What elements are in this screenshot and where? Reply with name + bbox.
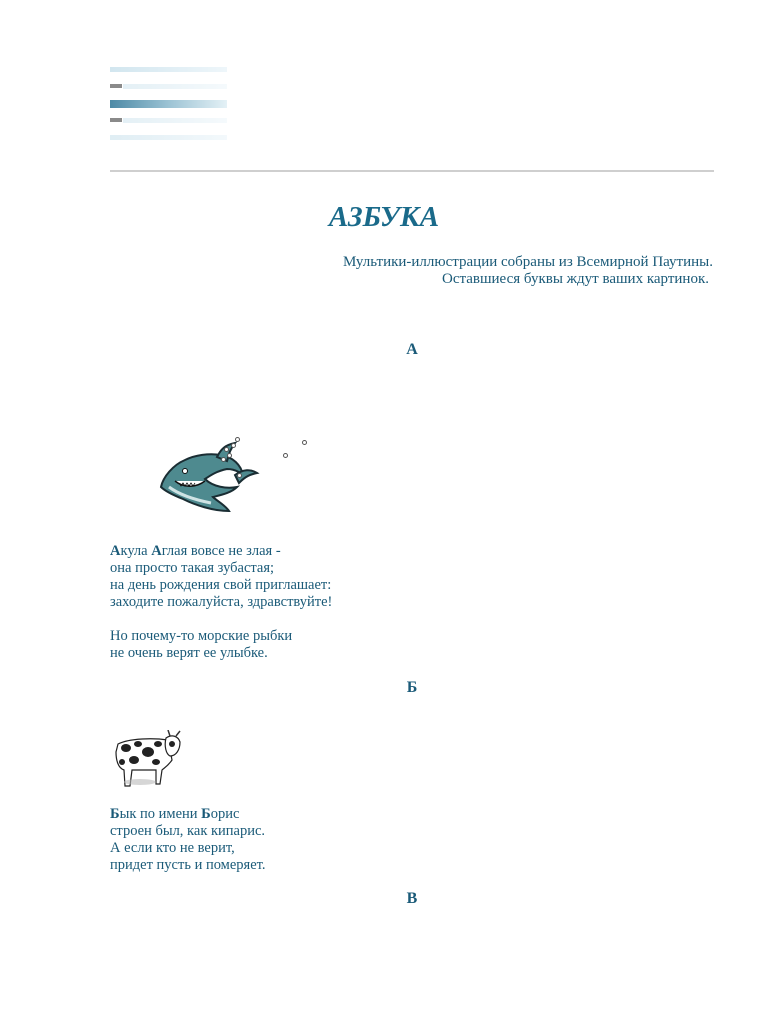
poem-line: на день рождения свой приглашает: <box>110 577 332 593</box>
poem-line: заходите пожалуйста, здравствуйте! <box>110 594 333 610</box>
poem-b <box>110 806 266 874</box>
poem-line: строен был, как кипарис. <box>110 823 266 839</box>
poem-line: она просто такая зубастая; <box>110 560 275 576</box>
poem-line: придет пусть и померяет. <box>110 857 266 873</box>
page-title: АЗБУКА <box>328 201 440 233</box>
horizontal-divider <box>110 170 714 172</box>
section-letter-a: А <box>406 341 418 358</box>
poem-line: А если кто не верит, <box>110 840 235 856</box>
subtitle-line-1: Мультики-иллюстрации собраны из Всемирной Паутины. <box>342 254 713 270</box>
bull-icon <box>110 730 185 790</box>
section-letter-b: Б <box>406 679 418 696</box>
poem-a <box>110 543 332 662</box>
poem-line: Бык по имени Борис <box>110 806 240 822</box>
poem-line: не очень верят ее улыбке. <box>110 645 268 661</box>
shark-icon <box>155 435 315 515</box>
section-letter-v: В <box>406 890 418 907</box>
subtitle-line-2: Оставшиеся буквы ждут ваших картинок. <box>442 271 709 287</box>
poem-line: Акула Аглая вовсе не злая - <box>110 543 281 559</box>
mini-navigation-thumbnail[interactable] <box>110 67 227 139</box>
poem-line: Но почему-то морские рыбки <box>110 628 293 644</box>
